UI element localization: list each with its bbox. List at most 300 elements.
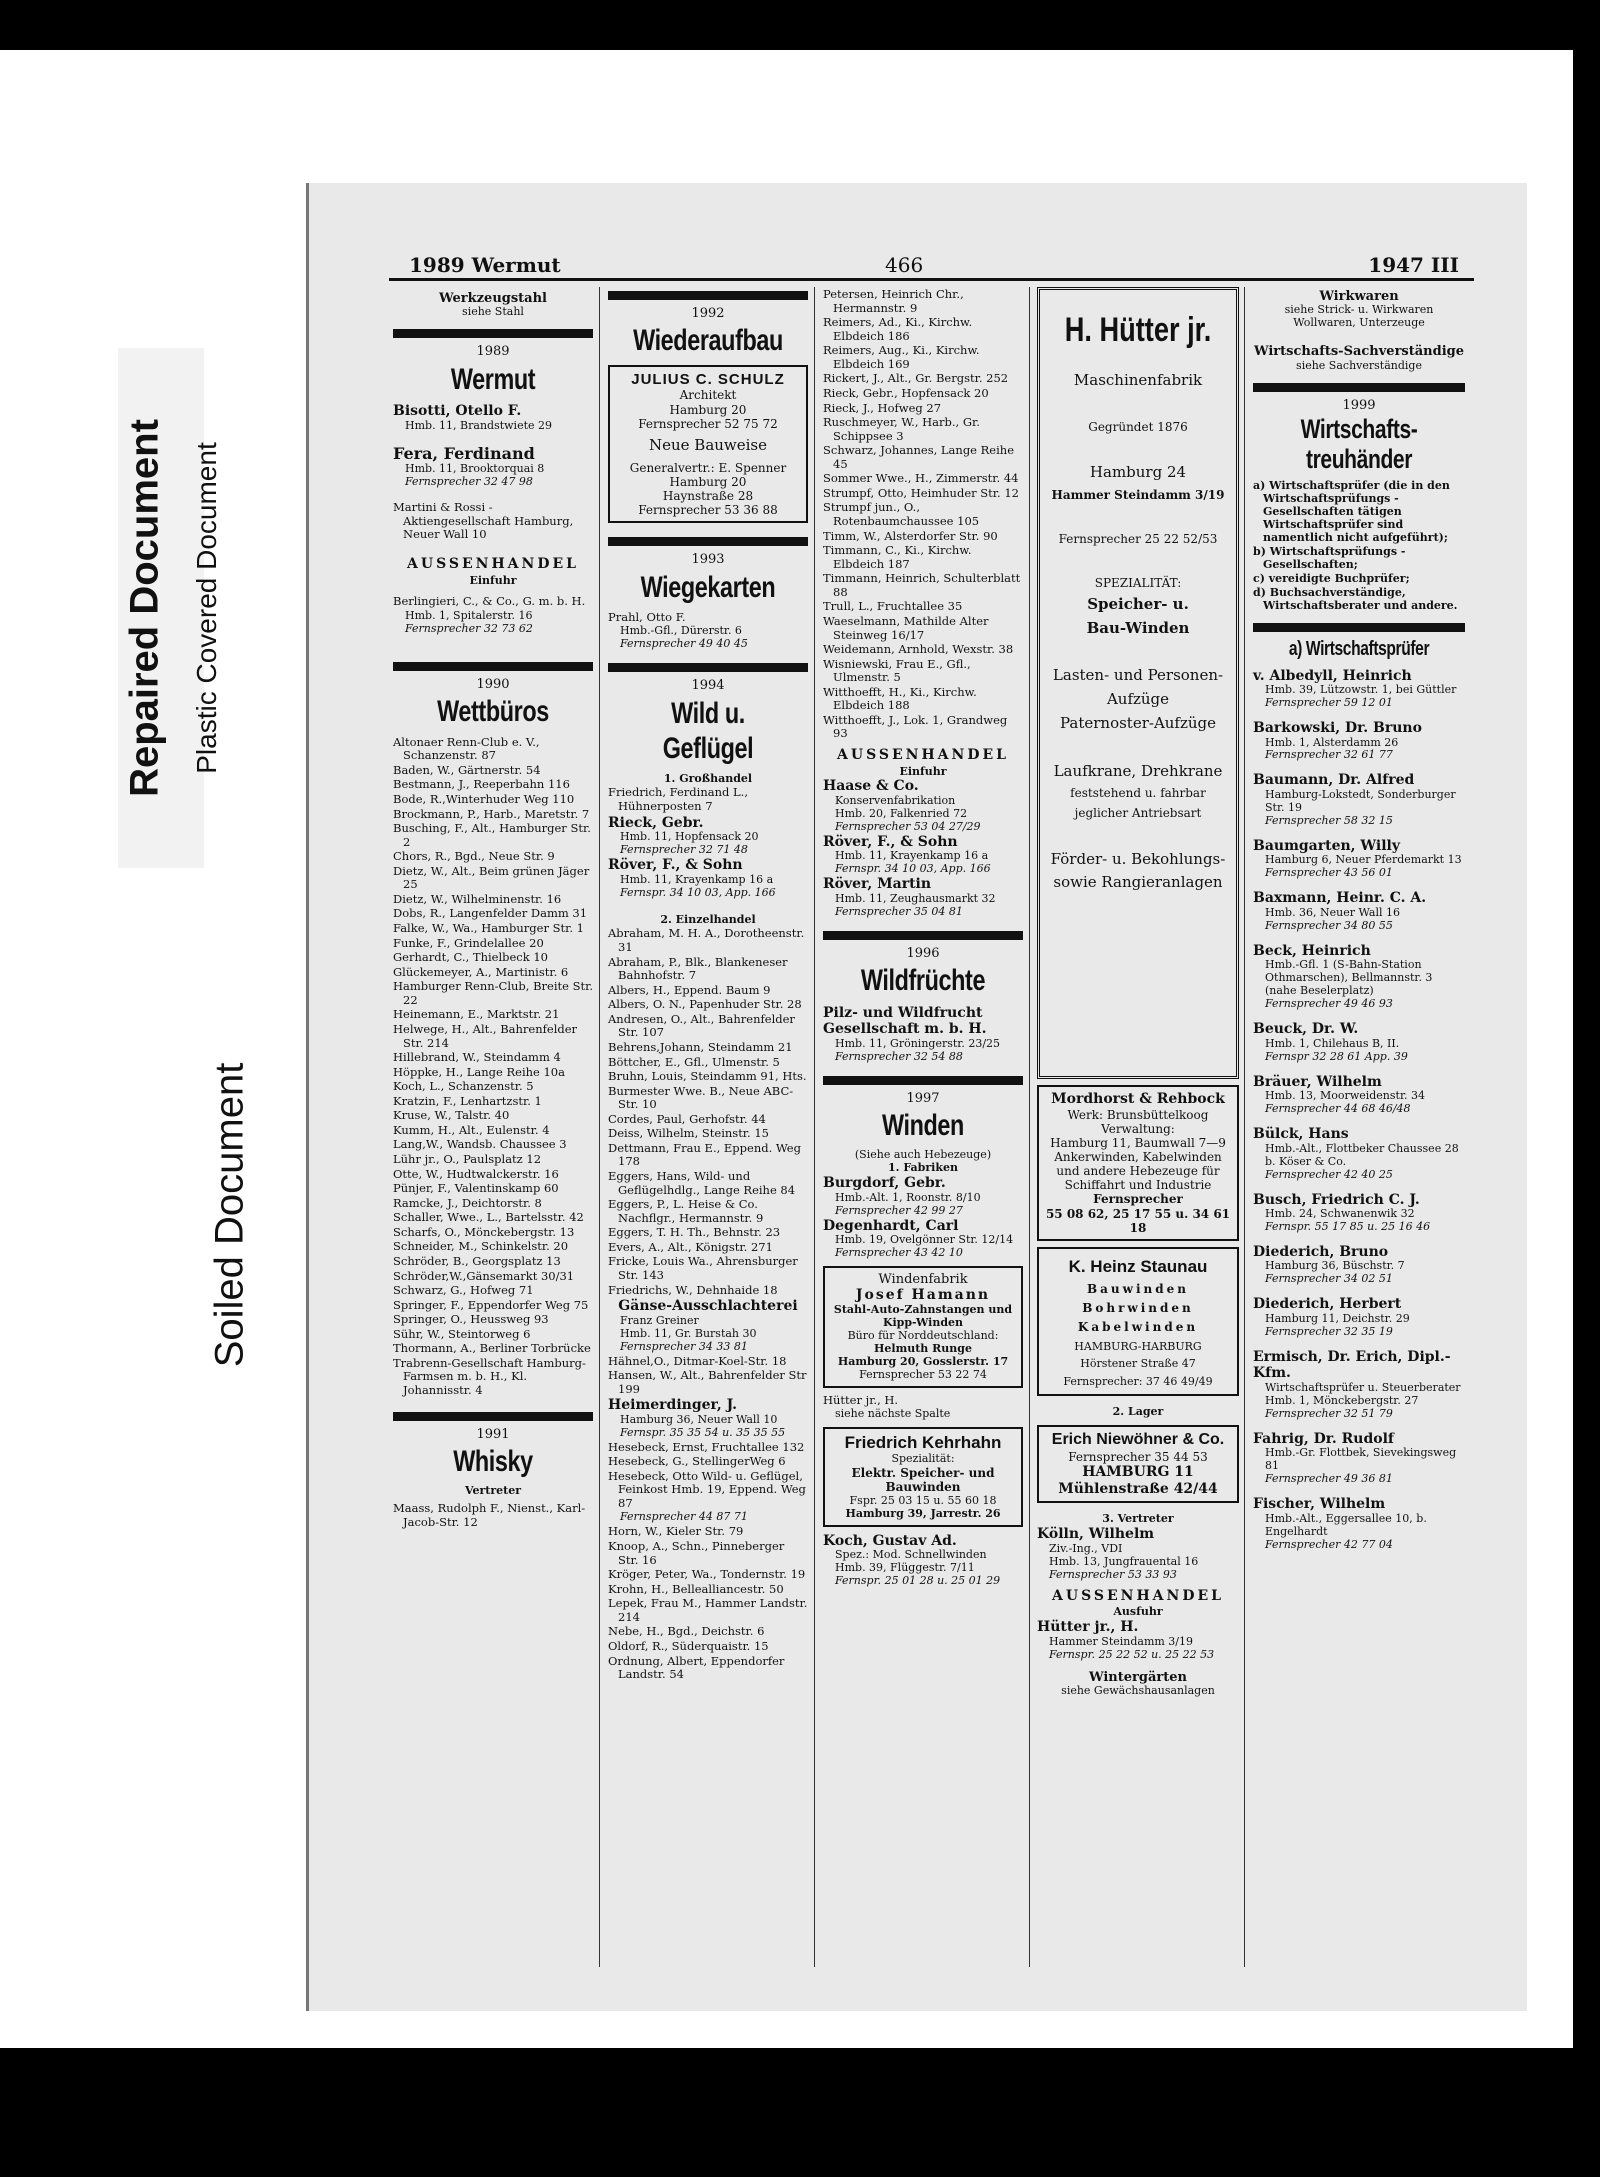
entry	[1253, 838, 1465, 880]
list-item: Waeselmann, Mathilde Alter Steinweg 16/17	[823, 613, 989, 642]
entry-phone: Fernsprecher 32 73 62	[405, 622, 533, 636]
staunau-advertisement	[1037, 1247, 1239, 1397]
section-title: Wirtschafts-treuhänder	[1300, 413, 1418, 474]
ad-company: Mordhorst & Rehbock	[1051, 1091, 1225, 1107]
list-item: Thormann, A., Berliner Torbrücke	[393, 1341, 591, 1356]
soiled-label: Soiled Document	[207, 1062, 252, 1368]
subsection-label: Einfuhr	[899, 764, 947, 778]
ad-line: Hamburg 20	[669, 402, 747, 417]
section-number: 1999	[1342, 397, 1376, 413]
section-heading: Wirtschafts-Sachverständige	[1253, 344, 1465, 360]
list-item: Evers, A., Alt., Königstr. 271	[608, 1239, 773, 1254]
list-item: Sühr, W., Steintorweg 6	[393, 1326, 531, 1341]
header-rule	[389, 278, 1474, 281]
hamann-advertisement	[823, 1266, 1023, 1388]
subsection-label: 2. Einzelhandel	[660, 912, 756, 926]
ad-line: Werk: Brunsbüttelkoog	[1067, 1107, 1209, 1122]
entry: Prahl, Otto F.	[608, 609, 686, 624]
ad-line: Verwaltung:	[1101, 1121, 1175, 1136]
list-item: Lühr jr., O., Paulsplatz 12	[393, 1152, 542, 1167]
entry-name: Haase & Co.	[823, 778, 919, 795]
list-item: Eggers, P., L. Heise & Co. Nachflgr., Hermannstr. 9	[608, 1197, 764, 1225]
list-item: Rieck, J., Hofweg 27	[823, 400, 942, 415]
list-item: Bruhn, Louis, Steindamm 91, Hts.	[608, 1069, 807, 1084]
kehrhahn-advertisement	[823, 1427, 1023, 1526]
entry-name: Baumgarten, Willy	[1253, 837, 1400, 854]
list-item: Strumpf jun., O., Rotenbaumchaussee 105	[823, 500, 980, 528]
list-item: Hesebeck, Ernst, Fruchtallee 132	[608, 1439, 805, 1454]
entry-addr: Hmb.-Gr. Flottbek, Sievekingsweg 81	[1265, 1446, 1457, 1473]
entry-phone: Fernsprecher 35 04 81	[835, 904, 963, 918]
list-item: Falke, W., Wa., Hamburger Str. 1	[393, 921, 584, 936]
entry-tel: Fernsprecher 32 35 19	[1265, 1324, 1393, 1338]
entry-name: Fera, Ferdinand	[393, 443, 535, 463]
ad-line: Hamburg 20, Gosslerstr. 17	[837, 1354, 1009, 1368]
section-number: 1992	[691, 306, 725, 321]
ad-line: Lasten- und Personen-	[1052, 666, 1224, 685]
cross-reference: siehe nächste Spalte	[835, 1407, 951, 1421]
entry-addr: Hmb. 39, Lützowstr. 1, bei Güttler	[1265, 683, 1457, 697]
entry	[1253, 668, 1465, 710]
list-item: Friedrichs, W., Dehnhaide 18	[608, 1282, 778, 1297]
plastic-label: Plastic Covered Document	[191, 442, 222, 774]
ad-line: Fernsprecher: 37 46 49/49	[1063, 1374, 1213, 1388]
ad-line: 55 08 62, 25 17 55 u. 34 61 18	[1045, 1206, 1231, 1235]
list-item: Witthoefft, H., Ki., Kirchw. Elbdeich 188	[823, 684, 977, 713]
entry-list	[608, 1355, 808, 1397]
entry-list	[608, 1441, 808, 1511]
list-item: Busching, F., Alt., Hamburger Str. 2	[393, 821, 591, 849]
cross-reference: siehe Stahl	[462, 305, 524, 319]
entry-addr: Hamburg 11, Deichstr. 29	[1265, 1311, 1410, 1325]
cross-reference: siehe Sachverständige	[1296, 358, 1422, 372]
entry-address: Hmb. 11, Zeughausmarkt 32	[835, 891, 996, 905]
column-divider	[814, 287, 815, 1967]
list-item: Hesebeck, G., StellingerWeg 6	[608, 1454, 786, 1469]
definition-item: d) Buchsachverständige, Wirtschaftsberater und andere.	[1253, 586, 1458, 612]
entry-name: Diederich, Herbert	[1253, 1296, 1402, 1313]
list-item: Heinemann, E., Marktstr. 21	[393, 1007, 560, 1022]
section-title: Wettbüros	[437, 695, 549, 729]
list-item: Cordes, Paul, Gerhofstr. 44	[608, 1111, 766, 1126]
entry-name: Kölln, Wilhelm	[1037, 1526, 1155, 1543]
ad-line: Helmuth Runge	[874, 1341, 972, 1355]
cross-reference: siehe Gewächshausanlagen	[1061, 1684, 1215, 1698]
entry-phone: Fernsprecher 44 87 71	[620, 1510, 748, 1524]
list-item: Bode, R.,Winterhuder Weg 110	[393, 791, 575, 806]
list-item: Kröger, Peter, Wa., Tondernstr. 19	[608, 1567, 806, 1582]
list-item: Funke, F., Grindelallee 20	[393, 935, 544, 950]
entry-tel: Fernsprecher 32 61 77	[1265, 748, 1393, 762]
entry-name: Baxmann, Heinr. C. A.	[1253, 890, 1427, 907]
entry-addr: Hmb. 1, Alsterdamm 26	[1265, 735, 1399, 749]
section-rule	[608, 291, 808, 300]
entry-tel: Fernspr. 55 17 85 u. 25 16 46	[1265, 1219, 1431, 1233]
ad-line: Haynstraße 28	[662, 488, 754, 503]
list-item: Timmann, Heinrich, Schulterblatt 88	[823, 571, 1021, 599]
ad-line: Fspr. 25 03 15 u. 55 60 18	[849, 1493, 997, 1507]
entry-phone: Fernsprecher 42 99 27	[835, 1203, 963, 1217]
definition-item: b) Wirtschaftsprüfungs - Gesellschaften;	[1253, 545, 1406, 572]
ad-line: Gegründet 1876	[1088, 419, 1188, 434]
entry-name: v. Albedyll, Heinrich	[1253, 667, 1412, 684]
definition-item: c) vereidigte Buchprüfer;	[1253, 572, 1410, 586]
section-heading: Wirkwaren	[1319, 289, 1399, 304]
subsection-label: 1. Fabriken	[888, 1161, 958, 1175]
list-item: Albers, O. N., Papenhuder Str. 28	[608, 997, 802, 1012]
entry-name: Baumann, Dr. Alfred	[1253, 772, 1415, 789]
list-item: Brockmann, P., Harb., Maretstr. 7	[393, 806, 590, 821]
ad-line: Hammer Steindamm 3/19	[1051, 487, 1225, 502]
entry-address: Hmb. 39, Flüggestr. 7/11	[835, 1561, 975, 1574]
entry: Friedrich, Ferdinand L., Hühnerposten 7	[608, 785, 748, 814]
entry-tel: Fernsprecher 43 56 01	[1265, 866, 1393, 880]
ad-line: Hamburg 20	[669, 474, 747, 489]
ad-line: Bauwinden	[1086, 1282, 1189, 1297]
section-number: 1993	[691, 552, 725, 568]
list-item: Hansen, W., Alt., Bahrenfelder Str 199	[608, 1368, 807, 1396]
list-item: Koch, L., Schanzenstr. 5	[393, 1079, 534, 1094]
repaired-label: Repaired Document	[122, 419, 167, 797]
entry-phone: Fernsprecher 32 47 98	[405, 475, 533, 489]
list-item: Timm, W., Alsterdorfer Str. 90	[823, 528, 998, 543]
ad-line: Bohrwinden	[1082, 1301, 1194, 1316]
entry-address: Hamburg 36, Neuer Wall 10	[620, 1412, 778, 1426]
list-item: Wisniewski, Frau E., Gfl., Ulmenstr. 5	[823, 656, 971, 685]
entry-addr: Hamburg-Lokstedt, Sonderburger Str. 19	[1265, 787, 1456, 814]
list-item: Ruschmeyer, W., Harb., Gr. Schippsee 3	[823, 415, 980, 443]
list-item: Nebe, H., Bgd., Deichstr. 6	[608, 1624, 765, 1639]
list-item: Böttcher, E., Gfl., Ulmenstr. 5	[608, 1054, 780, 1069]
section-number: 1997	[906, 1090, 940, 1106]
entry-addr: Hmb.-Alt., Flottbeker Chaussee 28 b. Köser & Co.	[1265, 1141, 1459, 1168]
list-item: Altonaer Renn-Club e. V., Schanzenstr. 87	[393, 734, 540, 763]
list-item: Petersen, Heinrich Chr., Hermannstr. 9	[823, 287, 964, 315]
cross-reference: siehe Strick- u. Wirkwaren Wollwaren, Unterzeuge	[1284, 303, 1434, 330]
entry-line: Ziv.-Ing., VDI	[1049, 1541, 1123, 1555]
entry-phone: Fernspr. 34 10 03, App. 166	[620, 885, 776, 899]
entry	[1253, 1349, 1465, 1421]
entry	[393, 445, 593, 490]
list-item: Chors, R., Bgd., Neue Str. 9	[393, 849, 555, 864]
list-item: Otte, W., Hudtwalckerstr. 16	[393, 1166, 559, 1181]
subsection-heading: AUSSENHANDEL	[837, 747, 1009, 763]
ad-slogan: Neue Bauweise	[648, 435, 768, 454]
ad-line: Hamburg 39, Jarrestr. 26	[845, 1506, 1001, 1520]
list-item: Timmann, C., Ki., Kirchw. Elbdeich 187	[823, 543, 972, 571]
column-4	[1037, 287, 1239, 1698]
entry-phone: Fernsprecher 53 04 27/29	[835, 819, 981, 833]
entry-name: Röver, Martin	[823, 876, 932, 893]
list-item: Schröder,W.,Gänsemarkt 30/31	[393, 1268, 575, 1283]
entry-address: Hmb. 11, Krayenkamp 16 a	[620, 872, 774, 886]
entry: Maass, Rudolph F., Nienst., Karl-Jacob-Str. 12	[393, 1501, 586, 1529]
scan-right-border	[1573, 0, 1600, 2177]
list-item: Gerhardt, C., Thielbeck 10	[393, 950, 549, 965]
section-number: 1990	[476, 676, 510, 692]
ad-line: Maschinenfabrik	[1073, 371, 1203, 390]
section-title: Wermut	[450, 362, 536, 396]
ad-line: Laufkrane, Drehkrane	[1053, 761, 1223, 780]
entry-name: Beck, Heinrich	[1253, 942, 1371, 959]
section-title: Winden	[882, 1108, 964, 1142]
list-item: Kumm, H., Alt., Eulenstr. 4	[393, 1122, 550, 1137]
entry	[1253, 1431, 1465, 1486]
entry-phone: Fernspr. 35 35 54 u. 35 35 55	[620, 1425, 786, 1439]
mordhorst-advertisement	[1037, 1085, 1239, 1241]
header-right: 1947 III	[1368, 253, 1459, 277]
list-item: Rickert, J., Alt., Gr. Bergstr. 252	[823, 371, 1009, 386]
column-3	[823, 287, 1023, 1588]
list-item: Krohn, H., Bellealliancestr. 50	[608, 1581, 784, 1596]
entry-addr: Hmb. 1, Chilehaus B, II.	[1265, 1036, 1400, 1050]
list-item: Glückemeyer, A., Martinistr. 6	[393, 964, 569, 979]
list-item: Pünjer, F., Valentinskamp 60	[393, 1181, 559, 1196]
entry-name: Ermisch, Dr. Erich, Dipl.-Kfm.	[1253, 1348, 1451, 1382]
entry-address: Hmb. 13, Jungfrauental 16	[1049, 1554, 1199, 1568]
entry-address: Hmb. 11, Gr. Burstah 30	[620, 1326, 757, 1340]
entry	[1253, 1496, 1465, 1551]
entry	[1253, 1021, 1465, 1063]
ad-line: Fernsprecher	[1093, 1192, 1183, 1207]
list-item: Springer, O., Heussweg 93	[393, 1312, 549, 1327]
entry-address: Hmb. 11, Brandstwiete 29	[405, 418, 553, 432]
ad-line: Förder- u. Bekohlungs-	[1050, 849, 1226, 868]
entry-phone: Fernspr. 25 22 52 u. 25 22 53	[1049, 1647, 1215, 1661]
ad-line: Windenfabrik	[878, 1272, 968, 1288]
list-item: Baden, W., Gärtnerstr. 54	[393, 762, 541, 777]
list-item: Ordnung, Albert, Eppendorfer Landstr. 54	[608, 1653, 785, 1682]
list-item: Springer, F., Eppendorfer Weg 75	[393, 1297, 589, 1312]
entry-address: Hmb. 11, Brooktorquai 8	[405, 462, 545, 476]
ad-line: Fernsprecher 53 36 88	[638, 503, 778, 518]
column-2	[608, 287, 808, 1683]
section-title: Wild u. Geflügel	[662, 696, 754, 766]
entry-phone: Fernsprecher 53 33 93	[1049, 1567, 1177, 1581]
list-item: Eggers, T. H. Th., Behnstr. 23	[608, 1225, 781, 1240]
column-divider	[1244, 287, 1245, 1967]
entry-name: Hütter jr., H.	[1037, 1619, 1139, 1636]
list-item: Hesebeck, Otto Wild- u. Geflügel, Feinkost Hmb. 19, Eppend. Weg 87	[608, 1468, 806, 1510]
list-item: Abraham, P., Blk., Blankeneser Bahnhofstr. 7	[608, 954, 788, 983]
section-heading: Wintergärten	[1089, 1669, 1187, 1685]
schulz-advertisement	[608, 365, 808, 523]
subsection-label: Vertreter	[464, 1484, 522, 1498]
list-item: Behrens,Johann, Steindamm 21	[608, 1039, 793, 1054]
column-divider	[1029, 287, 1030, 1967]
section-title: Whisky	[453, 1444, 533, 1478]
entry-name: Bülck, Hans	[1253, 1126, 1349, 1143]
entry-tel: Fernsprecher 44 68 46/48	[1265, 1102, 1411, 1116]
entry-tel: Fernsprecher 59 12 01	[1265, 696, 1393, 710]
ad-company: Erich Niewöhner & Co.	[1051, 1431, 1225, 1449]
entry-tel: Fernsprecher 42 40 25	[1265, 1167, 1393, 1181]
entry-line: Konservenfabrikation	[835, 794, 956, 807]
entry-address: Hmb. 20, Falkenried 72	[835, 806, 968, 820]
list-item: Ramcke, J., Deichtorstr. 8	[393, 1195, 542, 1210]
list-item: Schröder, B., Georgsplatz 13	[393, 1253, 561, 1268]
list-item: Knoop, A., Schn., Pinneberger Str. 16	[608, 1539, 785, 1567]
definition-item: a) Wirtschaftsprüfer (die in den Wirtschaftsprüfungs - Gesellschaften tätigen Wirtschaftsprüfer sind namentlich nicht aufgeführt);	[1253, 479, 1450, 545]
ad-line: Paternoster-Aufzüge	[1059, 713, 1217, 732]
entry: Berlingieri, C., & Co., G. m. b. H.	[393, 594, 586, 609]
list-item: Schwarz, Johannes, Lange Reihe 45	[823, 443, 1014, 471]
entry-list	[393, 736, 593, 1398]
list-item: Hamburger Renn-Club, Breite Str. 22	[393, 979, 593, 1007]
entry-address: Hmb. 19, Ovelgönner Str. 12/14	[835, 1233, 1014, 1247]
subsection-label: 3. Vertreter	[1102, 1512, 1174, 1526]
list-item: Trull, L., Fruchtallee 35	[823, 599, 963, 614]
entry	[1253, 772, 1465, 827]
entry-address: Hmb. 11, Hopfensack 20	[620, 830, 759, 844]
entry: Martini & Rossi - Aktiengesellschaft Hamburg, Neuer Wall 10	[393, 500, 574, 542]
list-item: Kratzin, F., Lenhartzstr. 1	[393, 1093, 542, 1108]
column-divider	[599, 287, 600, 1967]
ad-line: Mühlenstraße 42/44	[1058, 1480, 1218, 1497]
entry-list	[823, 288, 1023, 741]
ad-line: Hörstener Straße 47	[1080, 1357, 1196, 1371]
list-item: Helwege, H., Alt., Bahrenfelder Str. 214	[393, 1021, 578, 1050]
entry-tel: Fernsprecher 34 80 55	[1265, 918, 1393, 932]
list-item: Bestmann, J., Reeperbahn 116	[393, 777, 570, 792]
entry-tel: Fernsprecher 34 02 51	[1265, 1272, 1393, 1286]
entry-address: Hmb. 1, Spitalerstr. 16	[405, 609, 533, 623]
section-heading: Werkzeugstahl	[439, 291, 547, 306]
entry-list	[608, 1525, 808, 1681]
ad-line: Fernsprecher 52 75 72	[638, 416, 778, 431]
entry	[1253, 943, 1465, 1011]
ad-line: Fernsprecher 25 22 52/53	[1058, 531, 1218, 546]
list-item: Strumpf, Otto, Heimhuder Str. 12	[823, 485, 1019, 500]
ad-line: Architekt	[679, 388, 737, 403]
list-item: Witthoefft, J., Lok. 1, Grandweg 93	[823, 712, 1008, 741]
entry-tel: Fernsprecher 42 77 04	[1265, 1537, 1393, 1551]
entry-name: Pilz- und Wildfrucht Gesellschaft m. b. H.	[823, 1004, 987, 1038]
ad-line: Fernsprecher 35 44 53	[1068, 1450, 1208, 1465]
entry-name: Fahrig, Dr. Rudolf	[1253, 1430, 1394, 1447]
entry-name: Heimerdinger, J.	[608, 1397, 738, 1414]
list-item: Hähnel,O., Ditmar-Koel-Str. 18	[608, 1353, 787, 1368]
section-rule	[393, 329, 593, 338]
entry-address: Hmb. 11, Gröningerstr. 23/25	[835, 1036, 1001, 1050]
ad-line: Hamburg 24	[1089, 462, 1187, 481]
entry-tel: Fernspr 32 28 61 App. 39	[1265, 1049, 1408, 1063]
directory-page	[306, 183, 1527, 2011]
ad-line: Bau-Winden	[1086, 618, 1190, 637]
entry	[393, 403, 593, 432]
list-item: Schwarz, G., Hofweg 71	[393, 1283, 534, 1298]
entry-tel: Fernsprecher 49 46 93	[1265, 997, 1393, 1011]
list-item: Schaller, Wwe., L., Bartelsstr. 42	[393, 1210, 584, 1225]
entry-name: Röver, F., & Sohn	[823, 833, 958, 850]
entry-name: Bisotti, Otello F.	[393, 403, 522, 420]
list-item: Rieck, Gebr., Hopfensack 20	[823, 385, 989, 400]
entry-line: Franz Greiner	[620, 1313, 699, 1327]
entry-name: Barkowski, Dr. Bruno	[1253, 720, 1422, 736]
subsection-heading: AUSSENHANDEL	[407, 556, 579, 572]
entry-name: Röver, F., & Sohn	[608, 857, 743, 874]
list-item: Fricke, Louis Wa., Ahrensburger Str. 143	[608, 1254, 798, 1282]
ad-line: Stahl-Auto-Zahnstangen und Kipp-Winden	[833, 1302, 1013, 1329]
section-rule	[393, 662, 593, 671]
entry-name: Gänse-Ausschlachterei	[618, 1298, 798, 1315]
ad-line: Ankerwinden, Kabelwinden und andere Hebezeuge für Schiffahrt und Industrie	[1054, 1149, 1222, 1193]
entry-list	[608, 927, 808, 1297]
ad-line: SPEZIALITÄT:	[1094, 575, 1182, 590]
entry-addr: Hmb.-Gfl. 1 (S-Bahn-Station Othmarschen), Bellmannstr. 3 (nahe Beselerplatz)	[1265, 958, 1433, 998]
column-5	[1253, 287, 1465, 1562]
entry-address: Hmb. 11, Krayenkamp 16 a	[835, 849, 989, 863]
entry	[1253, 1244, 1465, 1286]
ad-line: feststehend u. fahrbar	[1070, 786, 1206, 801]
section-number: 1996	[906, 945, 940, 961]
list-item: Höppke, H., Lange Reihe 10a	[393, 1064, 565, 1079]
ad-line: Speicher- u.	[1087, 595, 1189, 614]
entry-tel: Fernsprecher 58 32 15	[1265, 813, 1393, 827]
scan-top-border	[0, 0, 1600, 50]
list-item: Trabrenn-Gesellschaft Hamburg-Farmsen m. b. H., Kl. Johannisstr. 4	[393, 1355, 586, 1398]
entry-name: Busch, Friedrich C. J.	[1253, 1191, 1420, 1208]
list-item: Abraham, M. H. A., Dorotheenstr. 31	[608, 926, 805, 955]
entry-addr: Hamburg 6, Neuer Pferdemarkt 13	[1265, 853, 1462, 867]
section-number: 1989	[476, 344, 510, 360]
entry-name: Fischer, Wilhelm	[1253, 1496, 1386, 1513]
niewohner-advertisement	[1037, 1425, 1239, 1503]
entry-addr: Hmb. 36, Neuer Wall 16	[1265, 905, 1400, 919]
list-item: Dietz, W., Alt., Beim grünen Jäger 25	[393, 863, 590, 892]
ad-line: Hamburg 11, Baumwall 7—9	[1050, 1135, 1226, 1150]
page-header	[409, 253, 1459, 275]
list-item: Horn, W., Kieler Str. 79	[608, 1524, 744, 1539]
list-item: Oldorf, R., Süderquaistr. 15	[608, 1638, 769, 1653]
entry-addr: Hmb. 13, Moorweidenstr. 34	[1265, 1089, 1425, 1103]
list-item: Lepek, Frau M., Hammer Landstr. 214	[608, 1596, 808, 1624]
section-rule	[608, 663, 808, 672]
section-rule	[608, 537, 808, 546]
list-item: Deiss, Wilhelm, Steinstr. 15	[608, 1126, 769, 1141]
entry-phone: Fernsprecher 32 71 48	[620, 843, 748, 857]
condition-label-card	[118, 348, 222, 868]
list-item: Burmester Wwe. B., Neue ABC-Str. 10	[608, 1083, 794, 1112]
section-number: 1994	[691, 678, 725, 694]
list-item: Sommer Wwe., H., Zimmerstr. 44	[823, 471, 1019, 486]
ad-company: H. Hütter jr.	[1064, 311, 1212, 349]
subsection-title: a) Wirtschaftsprüfer	[1288, 637, 1430, 660]
entry-name: Koch, Gustav Ad.	[823, 1532, 957, 1549]
ad-line: Kabelwinden	[1077, 1320, 1199, 1335]
entry	[1253, 1192, 1465, 1234]
page-number: 466	[885, 253, 924, 277]
entry-addr: Wirtschaftsprüfer u. Steuerberater Hmb. 1, Mönckebergstr. 27	[1265, 1380, 1461, 1407]
entry-name: Diederich, Bruno	[1253, 1243, 1389, 1260]
subsection-label: Ausfuhr	[1113, 1605, 1163, 1619]
entry-addr: Hmb. 24, Schwanenwik 32	[1265, 1207, 1415, 1221]
ad-company: K. Heinz Staunau	[1068, 1256, 1208, 1276]
ad-line: Fernsprecher 53 22 74	[859, 1367, 987, 1381]
definition-list	[1253, 480, 1465, 613]
entry-phone: Fernsprecher 49 40 45	[620, 637, 748, 651]
entry-phone: Fernspr. 34 10 03, App. 166	[835, 862, 991, 876]
entry-name: Burgdorf, Gebr.	[823, 1175, 946, 1192]
section-rule	[393, 1412, 593, 1421]
subsection-label: 2. Lager	[1112, 1405, 1164, 1419]
entry-addr: Hamburg 36, Büschstr. 7	[1265, 1259, 1405, 1273]
list-item: Hillebrand, W., Steindamm 4	[393, 1050, 561, 1065]
ad-line: HAMBURG-HARBURG	[1074, 1339, 1202, 1353]
section-number: 1991	[476, 1426, 510, 1442]
entry-phone: Fernsprecher 43 42 10	[835, 1246, 963, 1260]
list-item: Lang,W., Wandsb. Chaussee 3	[393, 1137, 567, 1152]
